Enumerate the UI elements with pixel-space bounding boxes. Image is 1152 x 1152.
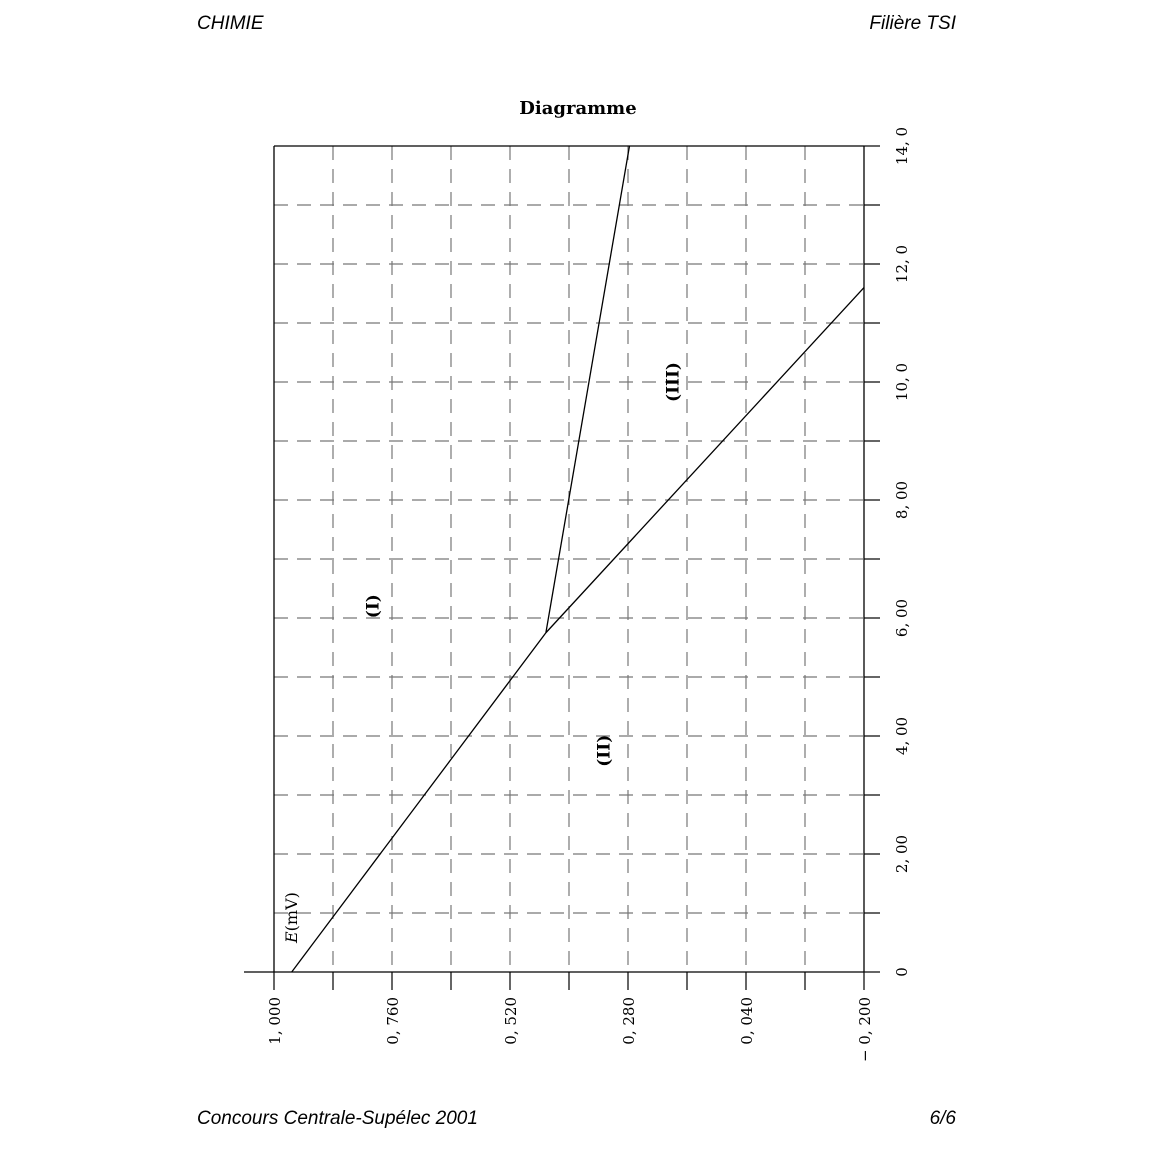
series-line-frontier-I-III bbox=[546, 146, 630, 633]
header-subject: CHIMIE bbox=[197, 13, 264, 34]
x-tick-label: 6, 00 bbox=[893, 598, 911, 638]
footer-contest: Concours Centrale-Supélec 2001 bbox=[197, 1108, 478, 1129]
footer-page-number: 6/6 bbox=[929, 1108, 956, 1129]
y-axis-label bbox=[282, 892, 301, 944]
chart-grid bbox=[274, 146, 864, 972]
chart-annotations bbox=[363, 362, 683, 767]
chart-title: Diagramme bbox=[519, 98, 637, 119]
y-tick-label: 1, 000 bbox=[266, 997, 284, 1045]
x-tick-label: 4, 00 bbox=[893, 716, 911, 756]
y-tick-label: 0, 040 bbox=[738, 997, 756, 1045]
domain-label: (III) bbox=[663, 362, 684, 402]
x-tick-label: 10, 0 bbox=[893, 362, 911, 402]
series-line-frontier-II-III bbox=[546, 288, 864, 633]
x-tick-label: 2, 00 bbox=[893, 834, 911, 874]
y-tick-label: 0, 280 bbox=[620, 997, 638, 1045]
header-filiere: Filière TSI bbox=[869, 13, 956, 34]
domain-label: (II) bbox=[594, 734, 615, 767]
x-tick-label: 14, 0 bbox=[893, 126, 911, 166]
x-tick-label: 12, 0 bbox=[893, 244, 911, 284]
series-line-frontier-I-II bbox=[292, 633, 546, 972]
y-tick-label: 0, 520 bbox=[502, 997, 520, 1045]
x-tick-label: 8, 00 bbox=[893, 480, 911, 520]
x-tick-label: 0 bbox=[893, 967, 911, 977]
svg-text:E(mV) bbox=[282, 892, 301, 944]
y-axis-label-unit: (mV) bbox=[282, 892, 301, 932]
domain-label: (I) bbox=[363, 594, 384, 619]
chart-ticks bbox=[274, 146, 880, 990]
y-tick-label: 0, 760 bbox=[384, 997, 402, 1045]
y-tick-label: − 0, 200 bbox=[856, 997, 874, 1063]
y-axis-label-symbol: E bbox=[282, 931, 301, 943]
